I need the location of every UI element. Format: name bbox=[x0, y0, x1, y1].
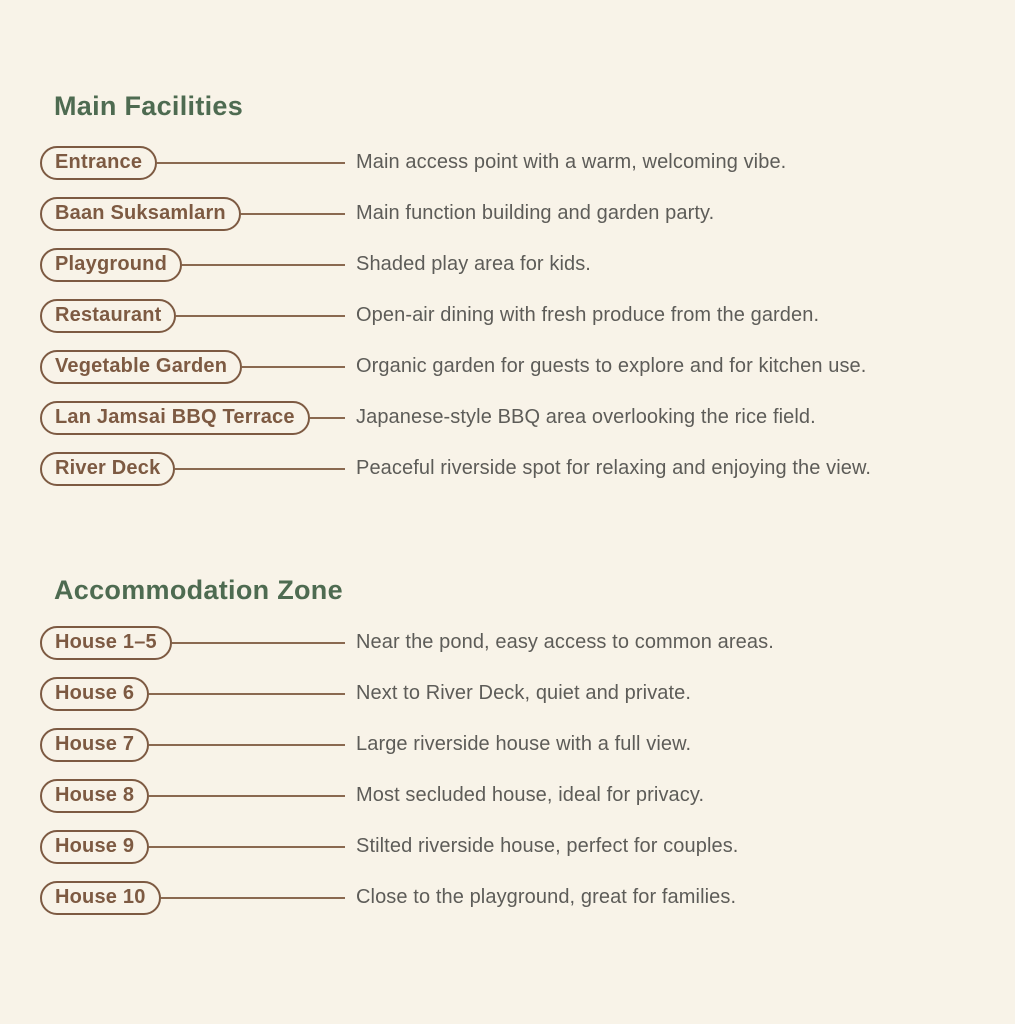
description-restaurant: Open-air dining with fresh produce from the garden. bbox=[356, 303, 820, 326]
pill-track bbox=[40, 299, 356, 333]
legend-row-vegetable-garden bbox=[40, 350, 995, 384]
pill-house-1-5: House 1–5 bbox=[40, 626, 172, 660]
connector-line bbox=[242, 366, 345, 368]
legend-row-house-7 bbox=[40, 728, 995, 762]
description-entrance: Main access point with a warm, welcoming vibe. bbox=[356, 150, 787, 173]
pill-track bbox=[40, 452, 356, 486]
description-playground: Shaded play area for kids. bbox=[356, 252, 591, 275]
pill-track bbox=[40, 197, 356, 231]
description-house-6: Next to River Deck, quiet and private. bbox=[356, 681, 692, 704]
pill-track bbox=[40, 401, 356, 435]
section-main-facilities bbox=[40, 90, 995, 486]
description-house-9: Stilted riverside house, perfect for couples. bbox=[356, 834, 739, 857]
pill-track bbox=[40, 146, 356, 180]
pill-track bbox=[40, 350, 356, 384]
connector-line bbox=[241, 213, 345, 215]
legend-row-entrance bbox=[40, 146, 995, 180]
connector-line bbox=[182, 264, 345, 266]
legend-row-house-1-5 bbox=[40, 626, 995, 660]
legend-row-house-10 bbox=[40, 881, 995, 915]
section-title-accommodation-zone: Accommodation Zone bbox=[54, 575, 343, 605]
pill-river-deck: River Deck bbox=[40, 452, 175, 486]
connector-line bbox=[149, 846, 345, 848]
connector-line bbox=[157, 162, 345, 164]
pill-track bbox=[40, 881, 356, 915]
legend-row-house-8 bbox=[40, 779, 995, 813]
pill-house-9: House 9 bbox=[40, 830, 149, 864]
section-accommodation-zone bbox=[40, 574, 995, 915]
description-baan-suksamlarn: Main function building and garden party. bbox=[356, 201, 715, 224]
legend-row-lan-jamsai-bbq-terrace bbox=[40, 401, 995, 435]
pill-playground: Playground bbox=[40, 248, 182, 282]
connector-line bbox=[161, 897, 345, 899]
pill-house-6: House 6 bbox=[40, 677, 149, 711]
pill-track bbox=[40, 779, 356, 813]
connector-line bbox=[149, 693, 345, 695]
pill-vegetable-garden: Vegetable Garden bbox=[40, 350, 242, 384]
connector-line bbox=[172, 642, 345, 644]
legend-row-baan-suksamlarn bbox=[40, 197, 995, 231]
pill-entrance: Entrance bbox=[40, 146, 157, 180]
description-house-10: Close to the playground, great for families. bbox=[356, 885, 737, 908]
connector-line bbox=[310, 417, 345, 419]
description-house-1-5: Near the pond, easy access to common areas. bbox=[356, 630, 774, 653]
pill-house-10: House 10 bbox=[40, 881, 161, 915]
legend-row-river-deck bbox=[40, 452, 995, 486]
description-vegetable-garden: Organic garden for guests to explore and for kitchen use. bbox=[356, 354, 867, 377]
pill-baan-suksamlarn: Baan Suksamlarn bbox=[40, 197, 241, 231]
section-title-main-facilities: Main Facilities bbox=[54, 91, 244, 121]
description-lan-jamsai-bbq-terrace: Japanese-style BBQ area overlooking the rice field. bbox=[356, 405, 816, 428]
connector-line bbox=[149, 795, 345, 797]
connector-line bbox=[175, 468, 345, 470]
pill-track bbox=[40, 830, 356, 864]
legend-row-playground bbox=[40, 248, 995, 282]
pill-restaurant: Restaurant bbox=[40, 299, 176, 333]
legend-row-house-9 bbox=[40, 830, 995, 864]
pill-track bbox=[40, 626, 356, 660]
legend-row-house-6 bbox=[40, 677, 995, 711]
pill-track bbox=[40, 677, 356, 711]
description-river-deck: Peaceful riverside spot for relaxing and enjoying the view. bbox=[356, 456, 872, 479]
connector-line bbox=[176, 315, 345, 317]
pill-track bbox=[40, 248, 356, 282]
description-house-7: Large riverside house with a full view. bbox=[356, 732, 692, 755]
description-house-8: Most secluded house, ideal for privacy. bbox=[356, 783, 705, 806]
pill-house-7: House 7 bbox=[40, 728, 149, 762]
legend-row-restaurant bbox=[40, 299, 995, 333]
pill-house-8: House 8 bbox=[40, 779, 149, 813]
pill-lan-jamsai-bbq-terrace: Lan Jamsai BBQ Terrace bbox=[40, 401, 310, 435]
connector-line bbox=[149, 744, 345, 746]
pill-track bbox=[40, 728, 356, 762]
